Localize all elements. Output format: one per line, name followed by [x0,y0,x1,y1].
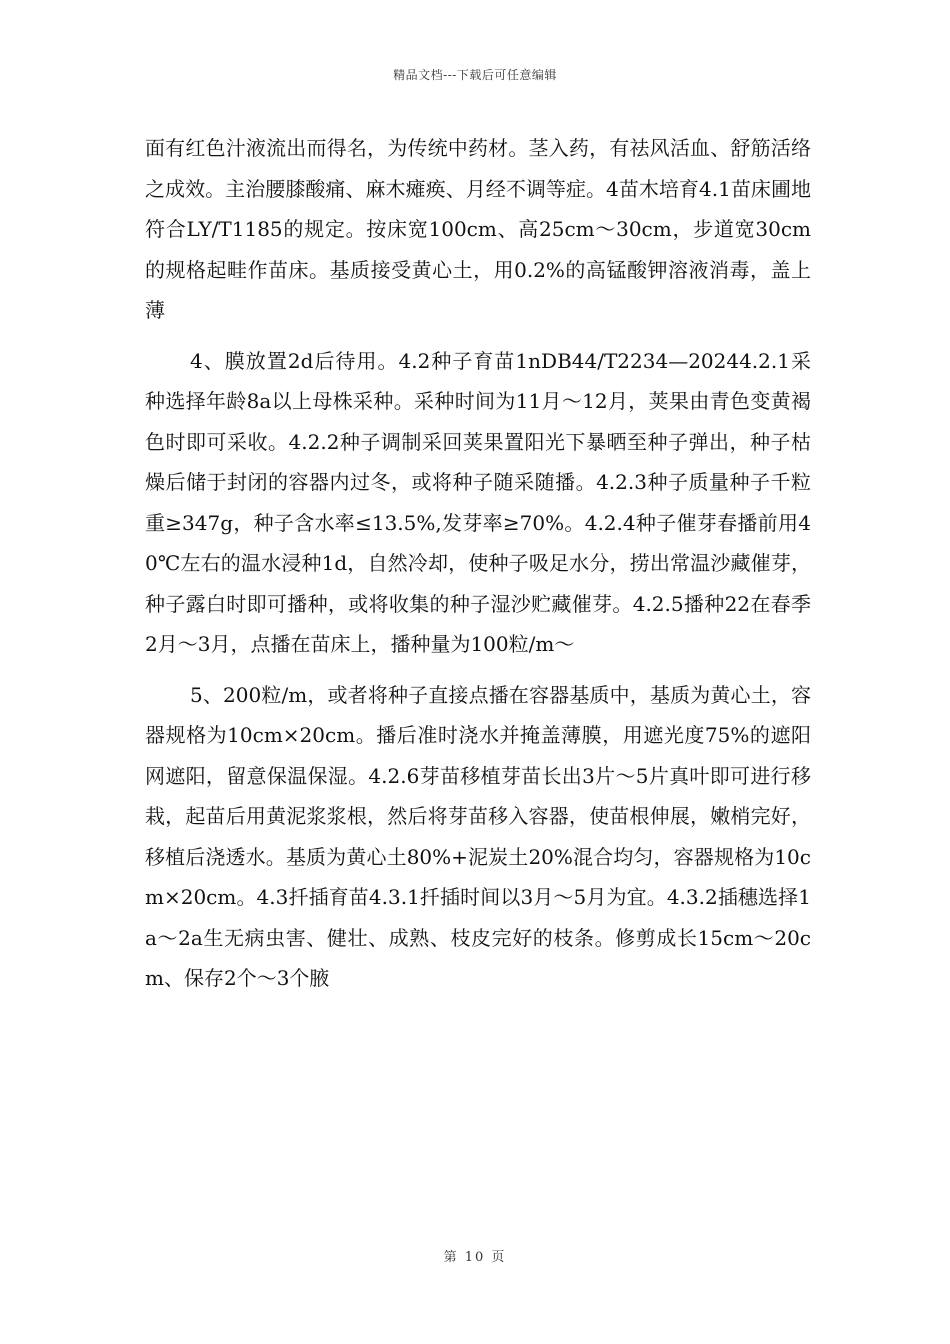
paragraph-1: 面有红色汁液流出而得名，为传统中药材。茎入药，有祛风活血、舒筋活络之成效。主治腰膝酸痛、麻木瘫痪、月经不调等症。4苗木培育4.1苗床圃地符合LY/T1185的规定。按床宽100cm、高25cm～30cm，步道宽30cm的规格起畦作苗床。基质接受黄心土，用0.2%的高锰酸钾溶液消毒，盖上薄 [145,136,811,322]
paragraph-3: 5、200粒/m，或者将种子直接点播在容器基质中，基质为黄心土，容器规格为10cm×20cm。播后准时浇水并掩盖薄膜，用遮光度75%的遮阳网遮阳，留意保温保湿。4.2.6芽苗移植芽苗长出3片～5片真叶即可进行移栽，起苗后用黄泥浆浆根，然后将芽苗移入容器，使苗根伸展，嫩梢完好，移植后浇透水。基质为黄心土80%+泥炭土20%混合均匀，容器规格为10cm×20cm。4.3扦插育苗4.3.1扦插时间以3月～5月为宜。4.3.2插穗选择1a～2a生无病虫害、健壮、成熟、枝皮完好的枝条。修剪成长15cm～20cm、保存2个～3个腋 [145,682,811,990]
paragraph-2: 4、膜放置2d后待用。4.2种子育苗1nDB44/T2234—20244.2.1采种选择年龄8a以上母株采种。采种时间为11月～12月，荚果由青色变黄褐色时即可采收。4.2.2种子调制采回荚果置阳光下暴晒至种子弹出，种子枯燥后储于封闭的容器内过冬，或将种子随采随播。4.2.3种子质量种子千粒重≥347g，种子含水率≤13.5%,发芽率≥70%。4.2.4种子催芽春播前用40℃左右的温水浸种1d，自然冷却，使种子吸足水分，捞出常温沙藏催芽，种子露白时即可播种，或将收集的种子湿沙贮藏催芽。4.2.5播种22在春季2月～3月，点播在苗床上，播种量为100粒/m～ [145,348,811,656]
page-number: 第 10 页 [443,1250,507,1265]
document-body [145,128,811,1009]
page-header: 精品文档---下载后可任意编辑 [393,68,557,82]
